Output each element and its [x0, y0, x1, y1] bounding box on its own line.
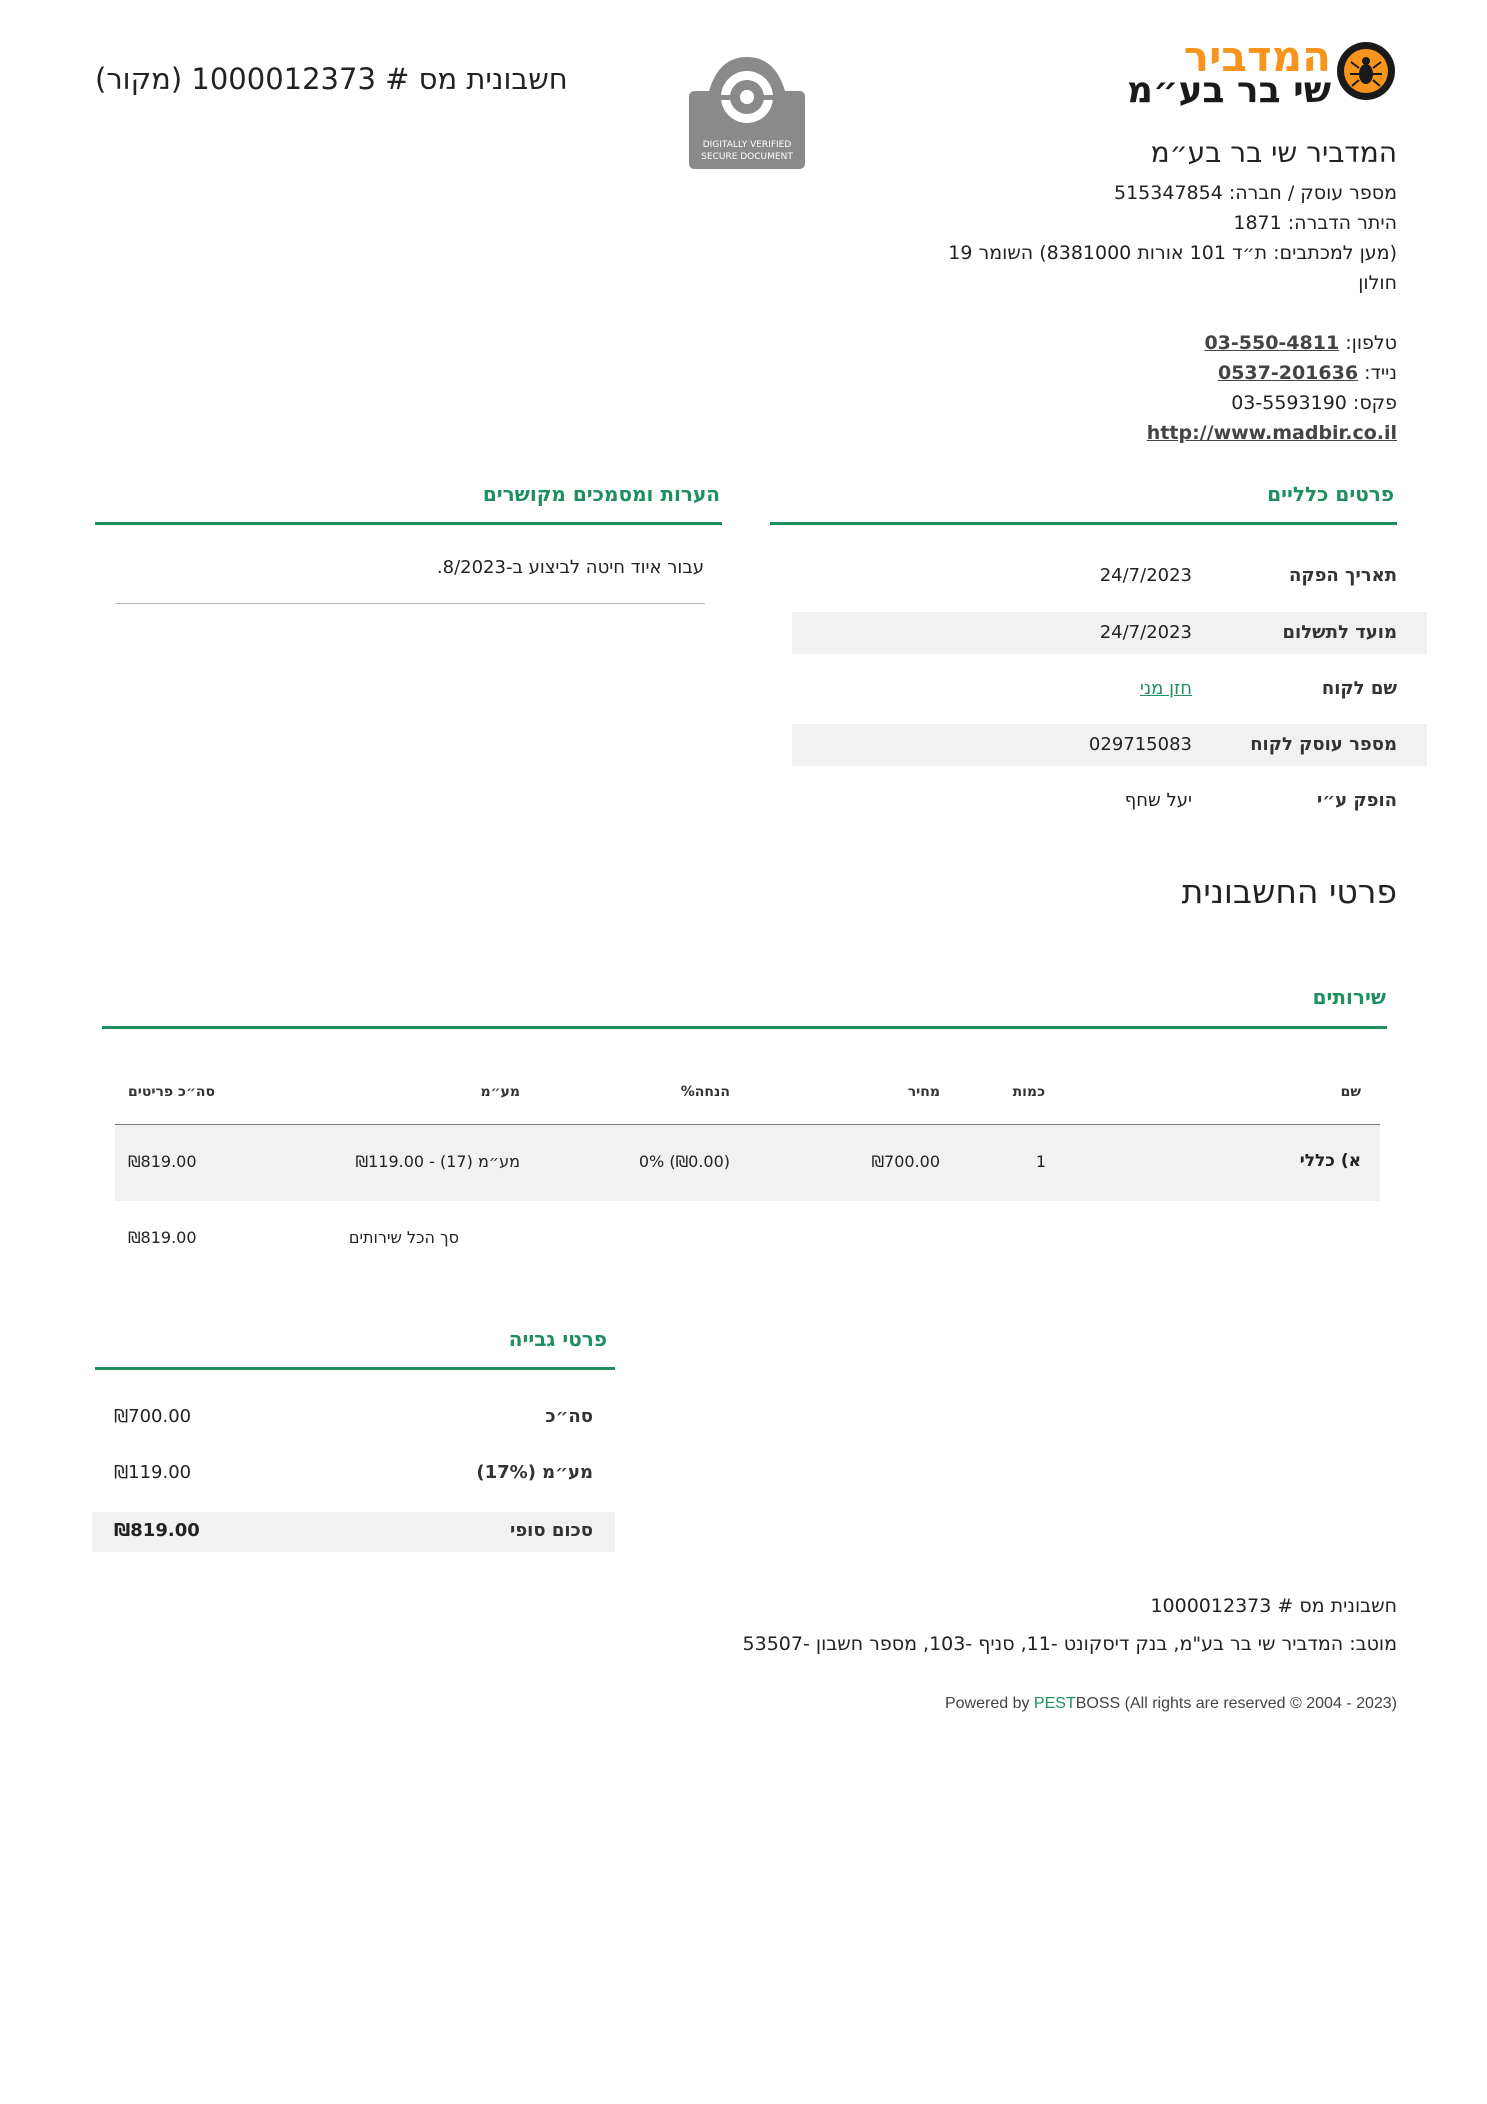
invoice-details-heading: פרטי החשבונית — [1181, 872, 1397, 911]
footer-document-id: חשבונית מס # 1000012373 — [1150, 1595, 1397, 1617]
issued-by-label: הופק ע״י — [1317, 790, 1397, 811]
general-details-heading: פרטים כלליים — [1267, 482, 1394, 506]
services-heading: שירותים — [1312, 985, 1386, 1009]
final-total-value: ₪819.00 — [114, 1520, 200, 1541]
col-total-header: סה״כ פריטים — [128, 1084, 216, 1100]
issued-by-value: יעל שחף — [1124, 790, 1192, 811]
general-row-issue-date — [792, 555, 1427, 597]
subtotal-value: ₪700.00 — [114, 1406, 192, 1427]
general-row-customer-id — [792, 724, 1427, 766]
row-price: ₪700.00 — [871, 1152, 940, 1171]
row-discount: 0% (₪0.00) — [638, 1152, 730, 1171]
phone-label: טלפון: — [1345, 332, 1397, 354]
payment-row-vat — [92, 1454, 615, 1494]
general-row-customer-name — [792, 668, 1427, 710]
customer-id-label: מספר עוסק לקוח — [1250, 734, 1397, 755]
logo-text-bottom: שי בר בע״מ — [1126, 70, 1331, 111]
notes-text: עבור איוד חיטה לביצוע ב-8/2023. — [436, 557, 704, 578]
row-name: א) כללי — [1299, 1151, 1361, 1171]
logo-text-top: המדביר — [1183, 32, 1331, 81]
services-rule — [102, 1026, 1387, 1029]
col-price-header: מחיר — [907, 1084, 940, 1100]
table-row — [115, 1125, 1380, 1201]
general-row-due-date — [792, 612, 1427, 654]
notes-rule-top — [95, 522, 722, 525]
subtotal-label: סה״כ — [545, 1406, 593, 1427]
website-line — [1147, 422, 1397, 444]
customer-name-link[interactable]: חזן מני — [1139, 678, 1192, 699]
phone-line — [1204, 332, 1397, 354]
col-vat-header: מע״מ — [480, 1084, 520, 1100]
general-row-issued-by — [792, 780, 1427, 822]
row-qty: 1 — [1035, 1152, 1046, 1171]
seal-line-2: SECURE DOCUMENT — [701, 152, 793, 162]
customer-id-value: 029715083 — [1088, 734, 1192, 755]
notes-heading: הערות ומסמכים מקושרים — [482, 482, 720, 506]
website-link[interactable]: http://www.madbir.co.il — [1146, 422, 1397, 444]
powered-prefix: Powered by — [944, 1695, 1034, 1712]
document-title: חשבונית מס # 1000012373 (מקור) — [95, 62, 568, 96]
col-name-header: שם — [1340, 1084, 1361, 1100]
digitally-verified-seal-icon — [683, 55, 811, 170]
final-total-label: סכום סופי — [510, 1520, 593, 1541]
bug-emblem-icon — [1335, 40, 1397, 102]
fax-line: פקס: 03-5593190 — [1231, 392, 1397, 414]
powered-by-line — [945, 1695, 1397, 1713]
phone-link[interactable]: 03-550-4811 — [1204, 332, 1340, 354]
issue-date-label: תאריך הפקה — [1288, 565, 1397, 586]
powered-brand-boss: BOSS — [1075, 1695, 1121, 1712]
issue-date-value: 24/7/2023 — [1099, 565, 1192, 586]
payment-details-heading: פרטי גבייה — [508, 1327, 607, 1351]
payment-rule — [95, 1367, 615, 1370]
company-logo — [1126, 32, 1397, 111]
col-discount-header: הנחה% — [680, 1084, 730, 1100]
pest-control-license: היתר הדברה: 1871 — [1233, 212, 1397, 234]
mobile-line — [1218, 362, 1397, 384]
footer-bank-details: מוטב: המדביר שי בר בע"מ, בנק דיסקונט -11, סניף -103, מספר חשבון -53507 — [742, 1633, 1397, 1655]
mobile-label: נייד: — [1364, 362, 1397, 384]
notes-rule-bottom — [115, 603, 705, 604]
col-qty-header: כמות — [1012, 1084, 1045, 1100]
row-vat: מע״מ (17) - ₪119.00 — [355, 1152, 520, 1171]
services-sum-label: סך הכל שירותים — [348, 1228, 459, 1247]
powered-brand-pest: PEST — [1033, 1695, 1076, 1712]
mobile-link[interactable]: 0537-201636 — [1217, 362, 1359, 384]
company-name: המדביר שי בר בע״מ — [1150, 136, 1397, 169]
powered-rights: (All rights are reserved © 2004 - 2023) — [1120, 1695, 1397, 1712]
payment-row-final-total — [92, 1512, 615, 1552]
due-date-value: 24/7/2023 — [1099, 622, 1192, 643]
business-id: מספר עוסק / חברה: 515347854 — [1114, 182, 1397, 204]
row-total: ₪819.00 — [128, 1152, 197, 1171]
general-details-rule — [770, 522, 1397, 525]
customer-name-label: שם לקוח — [1321, 678, 1397, 699]
services-sum-value: ₪819.00 — [128, 1228, 197, 1247]
due-date-label: מועד לתשלום — [1282, 622, 1397, 643]
vat-label: מע״מ (17%) — [476, 1462, 593, 1483]
payment-row-subtotal — [92, 1398, 615, 1438]
seal-line-1: DIGITALLY VERIFIED — [702, 140, 792, 150]
company-address: (מען למכתבים: ת״ד 101 אורות 8381000) השומר 19 — [948, 242, 1397, 264]
company-city: חולון — [1358, 272, 1397, 294]
vat-value: ₪119.00 — [114, 1462, 192, 1483]
